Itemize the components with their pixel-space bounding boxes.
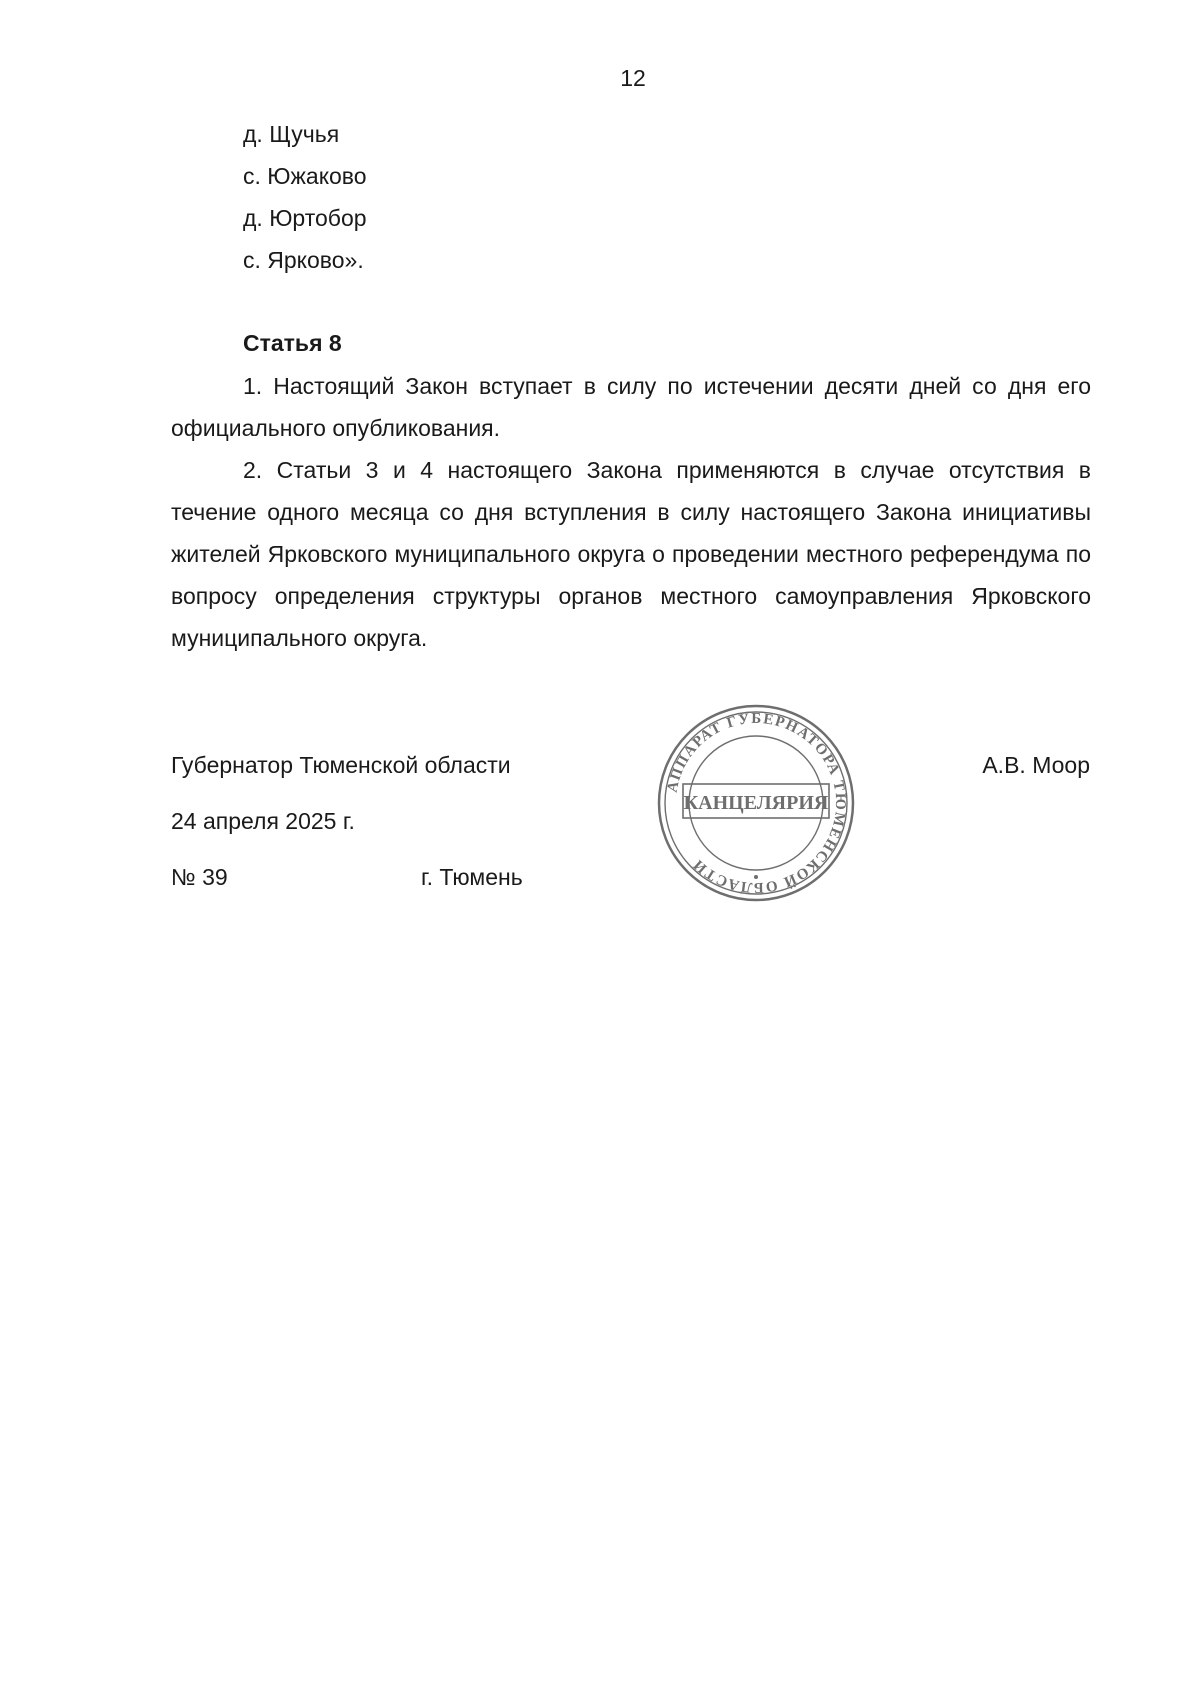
law-city: г. Тюмень <box>421 864 523 890</box>
article-heading: Статья 8 <box>243 330 342 356</box>
law-date: 24 апреля 2025 г. <box>171 808 355 834</box>
settlement-item: с. Южаково <box>243 163 367 189</box>
article-paragraph-1: 1. Настоящий Закон вступает в силу по истечении десяти дней со дня его официального опубликования. <box>171 373 1091 441</box>
settlement-item: д. Щучья <box>243 121 340 147</box>
article-paragraph-2: 2. Статьи 3 и 4 настоящего Закона применяются в случае отсутствия в течение одного месяца со дня вступления в силу настоящего Закона инициативы жителей Ярковского муниципального округа о проведении местного референдума по вопросу определения структуры органов местного самоуправления Ярковского муниципального округа. <box>171 457 1091 651</box>
office-stamp <box>656 703 856 903</box>
page-number: 12 <box>620 65 646 91</box>
stamp-ring-text: АППАРАТ ГУБЕРНАТОРА ТЮМЕНСКОЙ ОБЛАСТИ <box>664 710 849 896</box>
settlement-item: д. Юртобор <box>243 205 367 231</box>
signatory-name: А.В. Моор <box>982 752 1090 778</box>
settlement-item: с. Ярково». <box>243 247 364 273</box>
law-number: № 39 <box>171 864 228 890</box>
signatory-title: Губернатор Тюменской области <box>171 752 511 778</box>
stamp-center-text: КАНЦЕЛЯРИЯ <box>683 792 829 814</box>
